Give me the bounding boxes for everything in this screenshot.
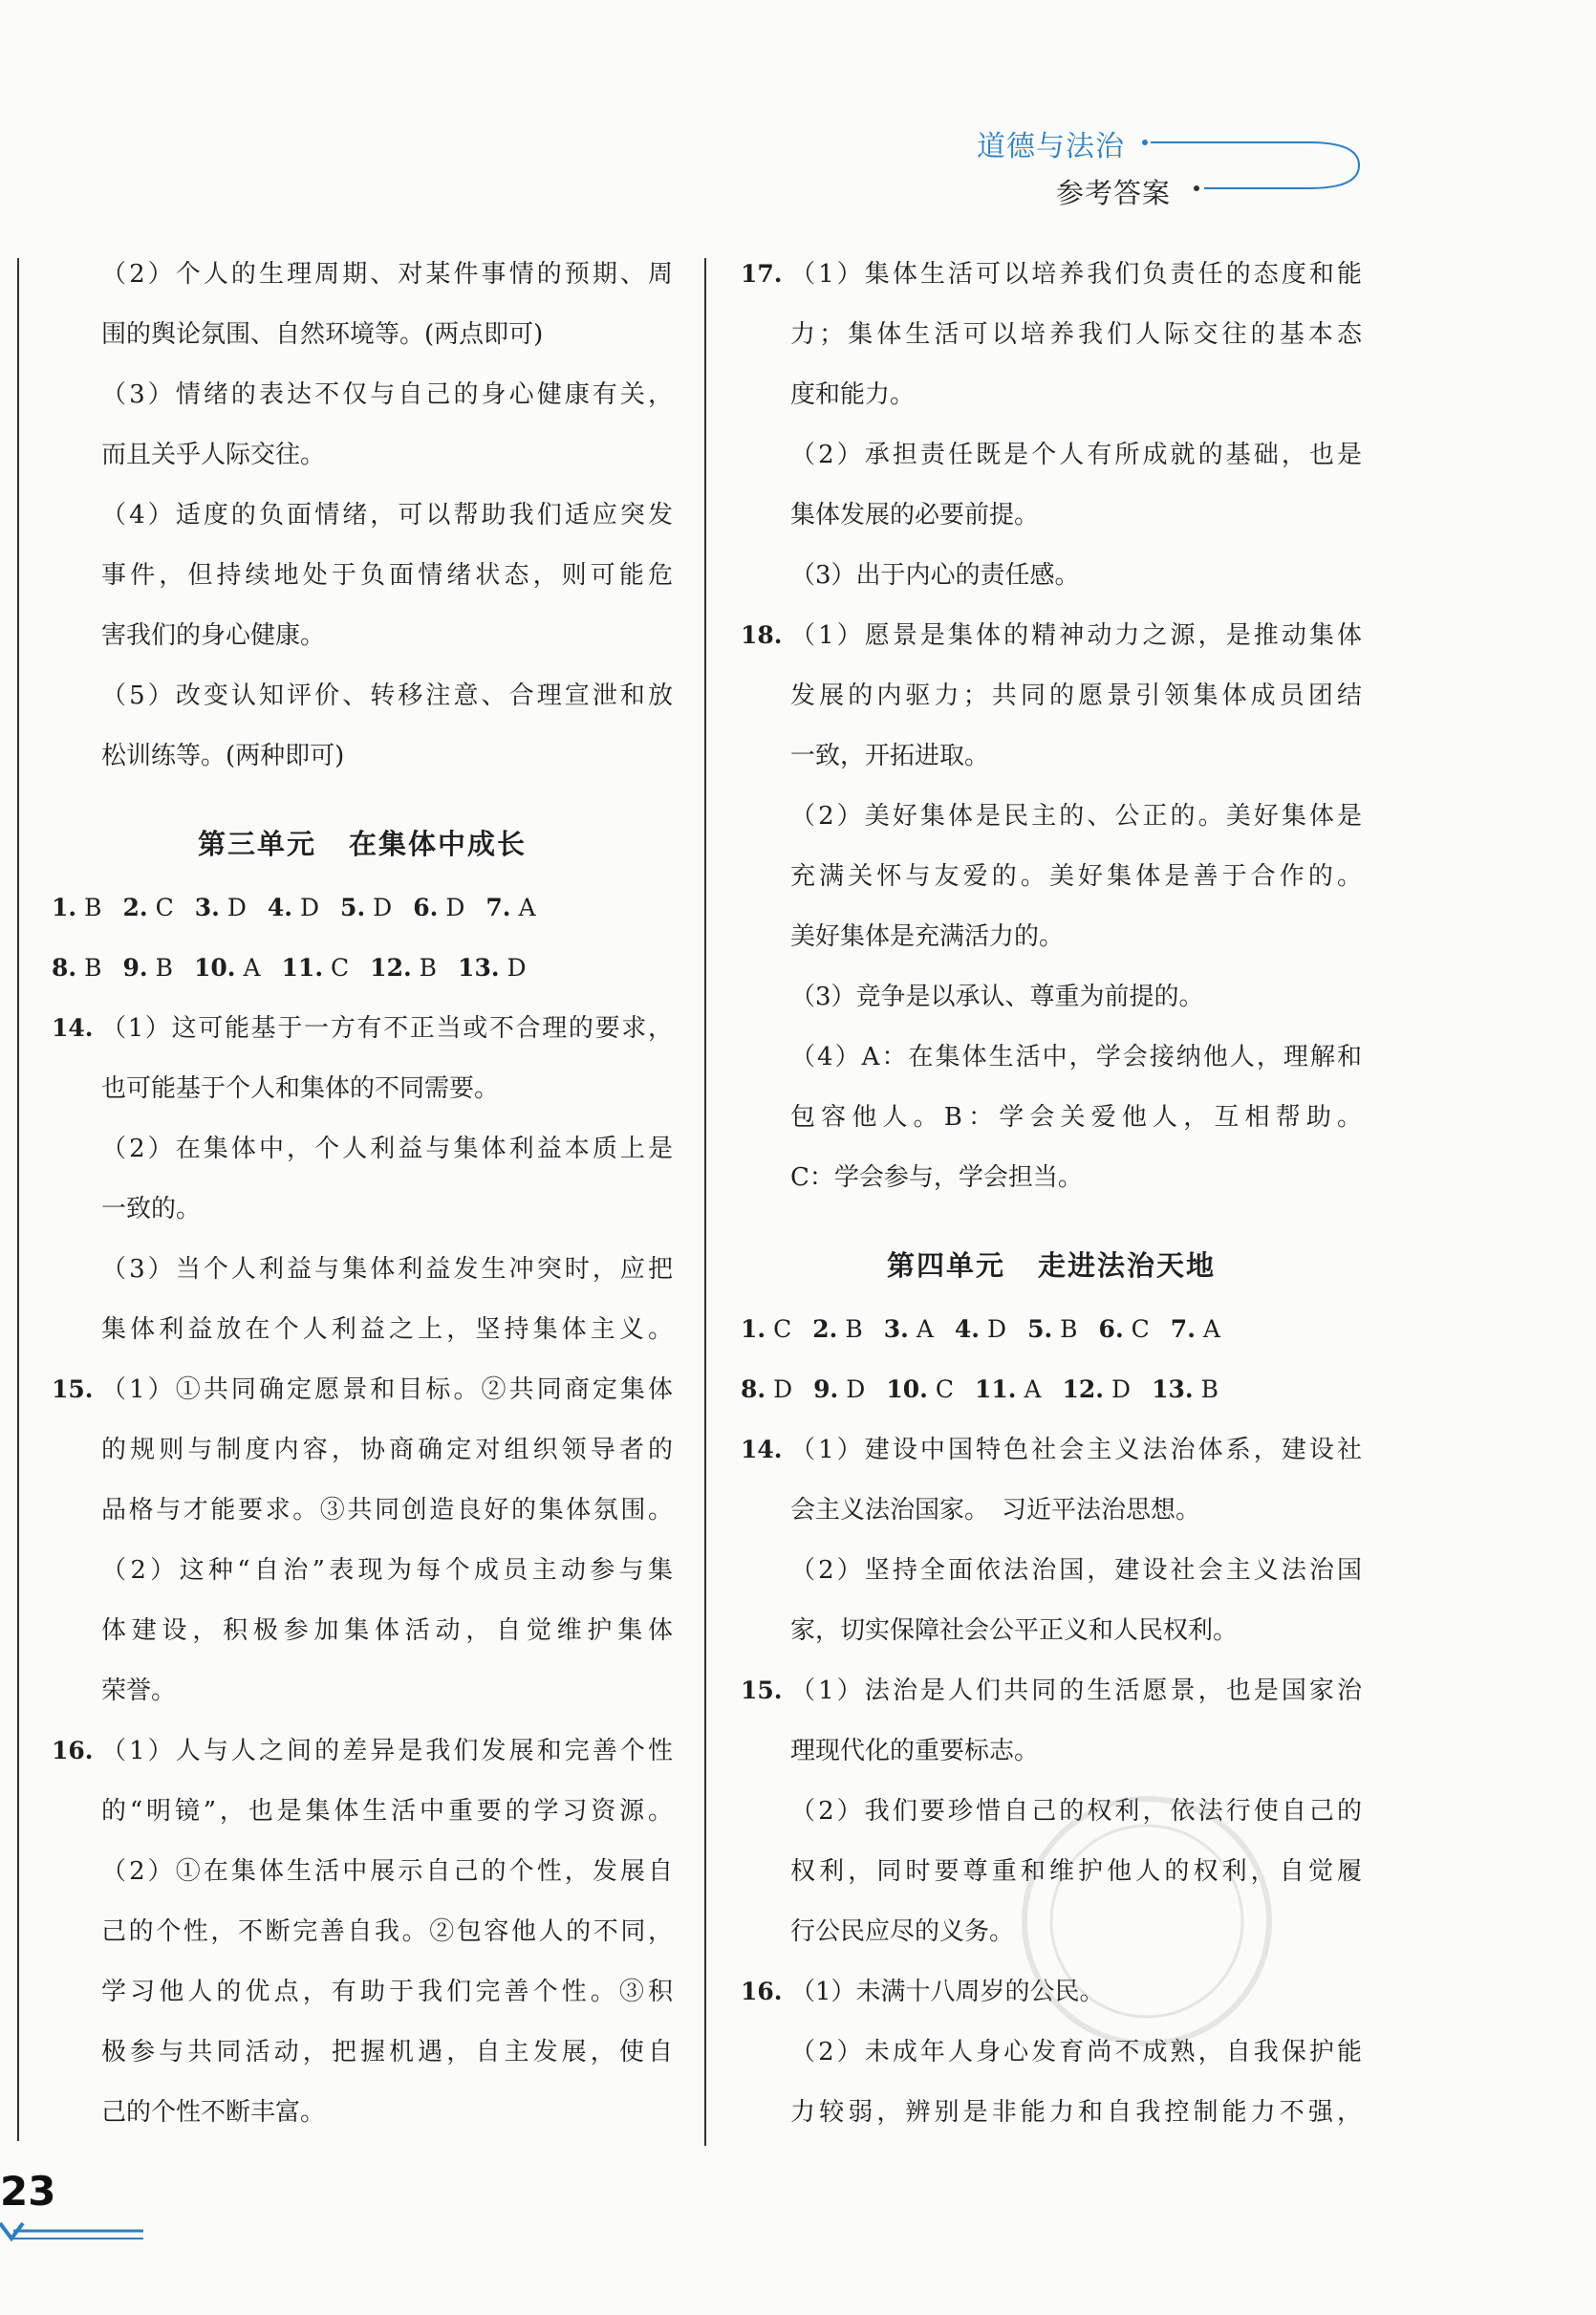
answer-line: 集体利益放在个人利益之上，坚持集体主义。 [101,1315,673,1344]
mc-item: 7. A [485,894,536,921]
answer-line: 18. （1）愿景是集体的精神动力之源，是推动集体 [741,617,1362,678]
answer-line: （2）坚持全面依法治国，建设社会主义法治国 [790,1556,1362,1585]
mc-answers-row-2 [52,950,673,1010]
unit-number: 第三单元 [197,828,316,860]
unit-name: 在集体中成长 [349,828,528,860]
prev-unit-answers [52,256,673,798]
answer-line: 行公民应尽的义务。 [790,1917,1015,1946]
answer-line: 极参与共同活动，把握机遇，自主发展，使自 [101,2038,673,2066]
mc-item: 10. A [193,954,261,982]
mc-item: 10. C [886,1375,954,1403]
question-16 [52,1733,673,2154]
answer-line: 一致，开拓进取。 [790,742,990,770]
answer-line: 15. （1）①共同确定愿景和目标。②共同商定集体 [52,1372,673,1432]
answer-line: 14. （1）建设中国特色社会主义法治体系，建设社 [741,1432,1362,1492]
unit-name: 走进法治天地 [1038,1249,1217,1282]
answer-line: 己的个性不断丰富。 [101,2098,326,2127]
answer-line: （5）改变认知评价、转移注意、合理宣泄和放 [101,682,673,710]
answer-line: （3）情绪的表达不仅与自己的身心健康有关， [101,380,673,409]
question-number: 18. [741,621,783,649]
answer-line: （2）在集体中，个人利益与集体利益本质上是 [101,1135,673,1163]
mc-item: 3. D [194,894,247,921]
mc-answers-row-1 [52,890,673,950]
mc-item: 1. B [52,894,102,921]
answer-line: 14. （1）这可能基于一方有不正当或不合理的要求， [52,1010,673,1071]
mc-item: 9. B [122,954,173,982]
unit-4-title [741,1220,1362,1311]
answer-line: （2）①在集体生活中展示自己的个性，发展自 [101,1857,673,1886]
question-14 [741,1432,1362,1673]
answer-line: 一致的。 [101,1195,202,1223]
question-number: 15. [52,1375,94,1403]
left-margin-rule [17,258,19,2141]
answer-line: 16. （1）未满十八周岁的公民。 [741,1974,1362,2034]
question-number: 14. [52,1014,94,1042]
answer-line: （4）适度的负面情绪，可以帮助我们适应突发 [101,501,673,530]
answer-line: 体建设，积极参加集体活动，自觉维护集体 [101,1616,673,1645]
mc-item: 5. D [340,894,393,921]
question-number: 15. [741,1677,783,1704]
question-15 [52,1372,673,1733]
mc-item: 4. D [267,894,320,921]
answer-line: （2）美好集体是民主的、公正的。美好集体是 [790,802,1362,831]
page-header [0,0,1596,220]
answer-line: 害我们的身心健康。 [101,621,326,650]
question-number: 16. [741,1978,783,2005]
answer-line: 松训练等。(两种即可) [101,742,345,770]
section-title: 参考答案 [1056,177,1172,209]
answer-line: 家，切实保障社会公平正义和人民权利。 [790,1616,1239,1645]
answer-line: （2）承担责任既是个人有所成就的基础，也是 [790,441,1362,469]
mc-answers-row-2 [741,1372,1362,1432]
mc-item: 8. D [741,1375,793,1403]
question-number: 14. [741,1436,783,1463]
unit-3-title [52,798,673,890]
answer-line: 集体发展的必要前提。 [790,501,1040,530]
mc-item: 6. C [1098,1315,1150,1343]
answer-line: 15. （1）法治是人们共同的生活愿景，也是国家治 [741,1673,1362,1733]
mc-item: 12. B [370,954,438,982]
answer-line: （4）A：在集体生活中，学会接纳他人，理解和 [790,1043,1362,1071]
answer-line: C：学会参与，学会担当。 [790,1163,1083,1192]
answer-line: 理现代化的重要标志。 [790,1737,1040,1765]
answer-line: 力较弱，辨别是非能力和自我控制能力不强， [790,2098,1362,2127]
left-column [52,256,673,2154]
mc-item: 8. B [52,954,102,982]
page-number: 23 [0,2168,56,2215]
answer-line: 事件，但持续地处于负面情绪状态，则可能危 [101,561,673,590]
answer-line: （2）个人的生理周期、对某件事情的预期、周 [101,260,673,289]
answer-line: 16. （1）人与人之间的差异是我们发展和完善个性 [52,1733,673,1793]
answer-line: （3）当个人利益与集体利益发生冲突时，应把 [101,1255,673,1284]
answer-line: 围的舆论氛围、自然环境等。(两点即可) [101,320,544,349]
answer-line: 己的个性，不断完善自我。②包容他人的不同， [101,1917,673,1946]
question-number: 16. [52,1737,94,1764]
question-18 [741,617,1362,1220]
answer-line: 力；集体生活可以培养我们人际交往的基本态 [790,320,1362,349]
answer-line: （3）出于内心的责任感。 [790,561,1080,590]
answer-line: 学习他人的优点，有助于我们完善个性。③积 [101,1978,673,2006]
answer-line: （3）竞争是以承认、尊重为前提的。 [790,983,1204,1011]
answer-line: 17. （1）集体生活可以培养我们负责任的态度和能 [741,256,1362,316]
answer-line: 的规则与制度内容，协商确定对组织领导者的 [101,1436,673,1464]
answer-line: 权利，同时要尊重和维护他人的权利，自觉履 [790,1857,1362,1886]
mc-item: 5. B [1027,1315,1078,1343]
answer-line: （2）我们要珍惜自己的权利，依法行使自己的 [790,1797,1362,1826]
mc-item: 4. D [954,1315,1007,1343]
subject-title: 道德与法治 [977,130,1125,163]
answer-line: 荣誉。 [101,1677,177,1705]
unit-number: 第四单元 [886,1249,1005,1282]
watermark-seal [1013,1787,1281,2055]
answer-line: 度和能力。 [790,380,916,409]
answer-line: 会主义法治国家。 习近平法治思想。 [790,1496,1201,1525]
mc-item: 12. D [1062,1375,1132,1403]
answer-line: 美好集体是充满活力的。 [790,922,1065,951]
question-17 [741,256,1362,617]
answer-line: 品格与才能要求。③共同创造良好的集体氛围。 [101,1496,673,1525]
question-14 [52,1010,673,1372]
answer-line: 的“明镜”，也是集体生活中重要的学习资源。 [101,1797,673,1826]
answer-line: 充满关怀与友爱的。美好集体是善于合作的。 [790,862,1362,891]
answer-line: （2）这种“自治”表现为每个成员主动参与集 [101,1556,673,1585]
answer-line: （2）未成年人身心发育尚不成熟，自我保护能 [790,2038,1362,2066]
mc-item: 7. A [1170,1315,1220,1343]
mc-item: 2. B [812,1315,863,1343]
answer-line: 发展的内驱力；共同的愿景引领集体成员团结 [790,682,1362,710]
mc-answers-row-1 [741,1311,1362,1372]
answer-line: 也可能基于个人和集体的不同需要。 [101,1074,500,1103]
column-divider [704,258,706,2146]
mc-item: 2. C [122,894,174,921]
mc-item: 9. D [813,1375,866,1403]
question-number: 17. [741,260,783,288]
mc-item: 13. D [458,954,527,982]
mc-item: 1. C [741,1315,792,1343]
answer-line: 而且关乎人际交往。 [101,441,326,469]
mc-item: 3. A [883,1315,934,1343]
mc-item: 13. B [1152,1375,1219,1403]
mc-item: 11. A [974,1375,1042,1403]
header-bracket-decoration [1137,129,1367,206]
footer-chevron-decoration [0,2218,153,2256]
answer-line: 包容他人。B：学会关爱他人，互相帮助。 [790,1103,1362,1132]
mc-item: 11. C [281,954,350,982]
mc-item: 6. D [413,894,465,921]
